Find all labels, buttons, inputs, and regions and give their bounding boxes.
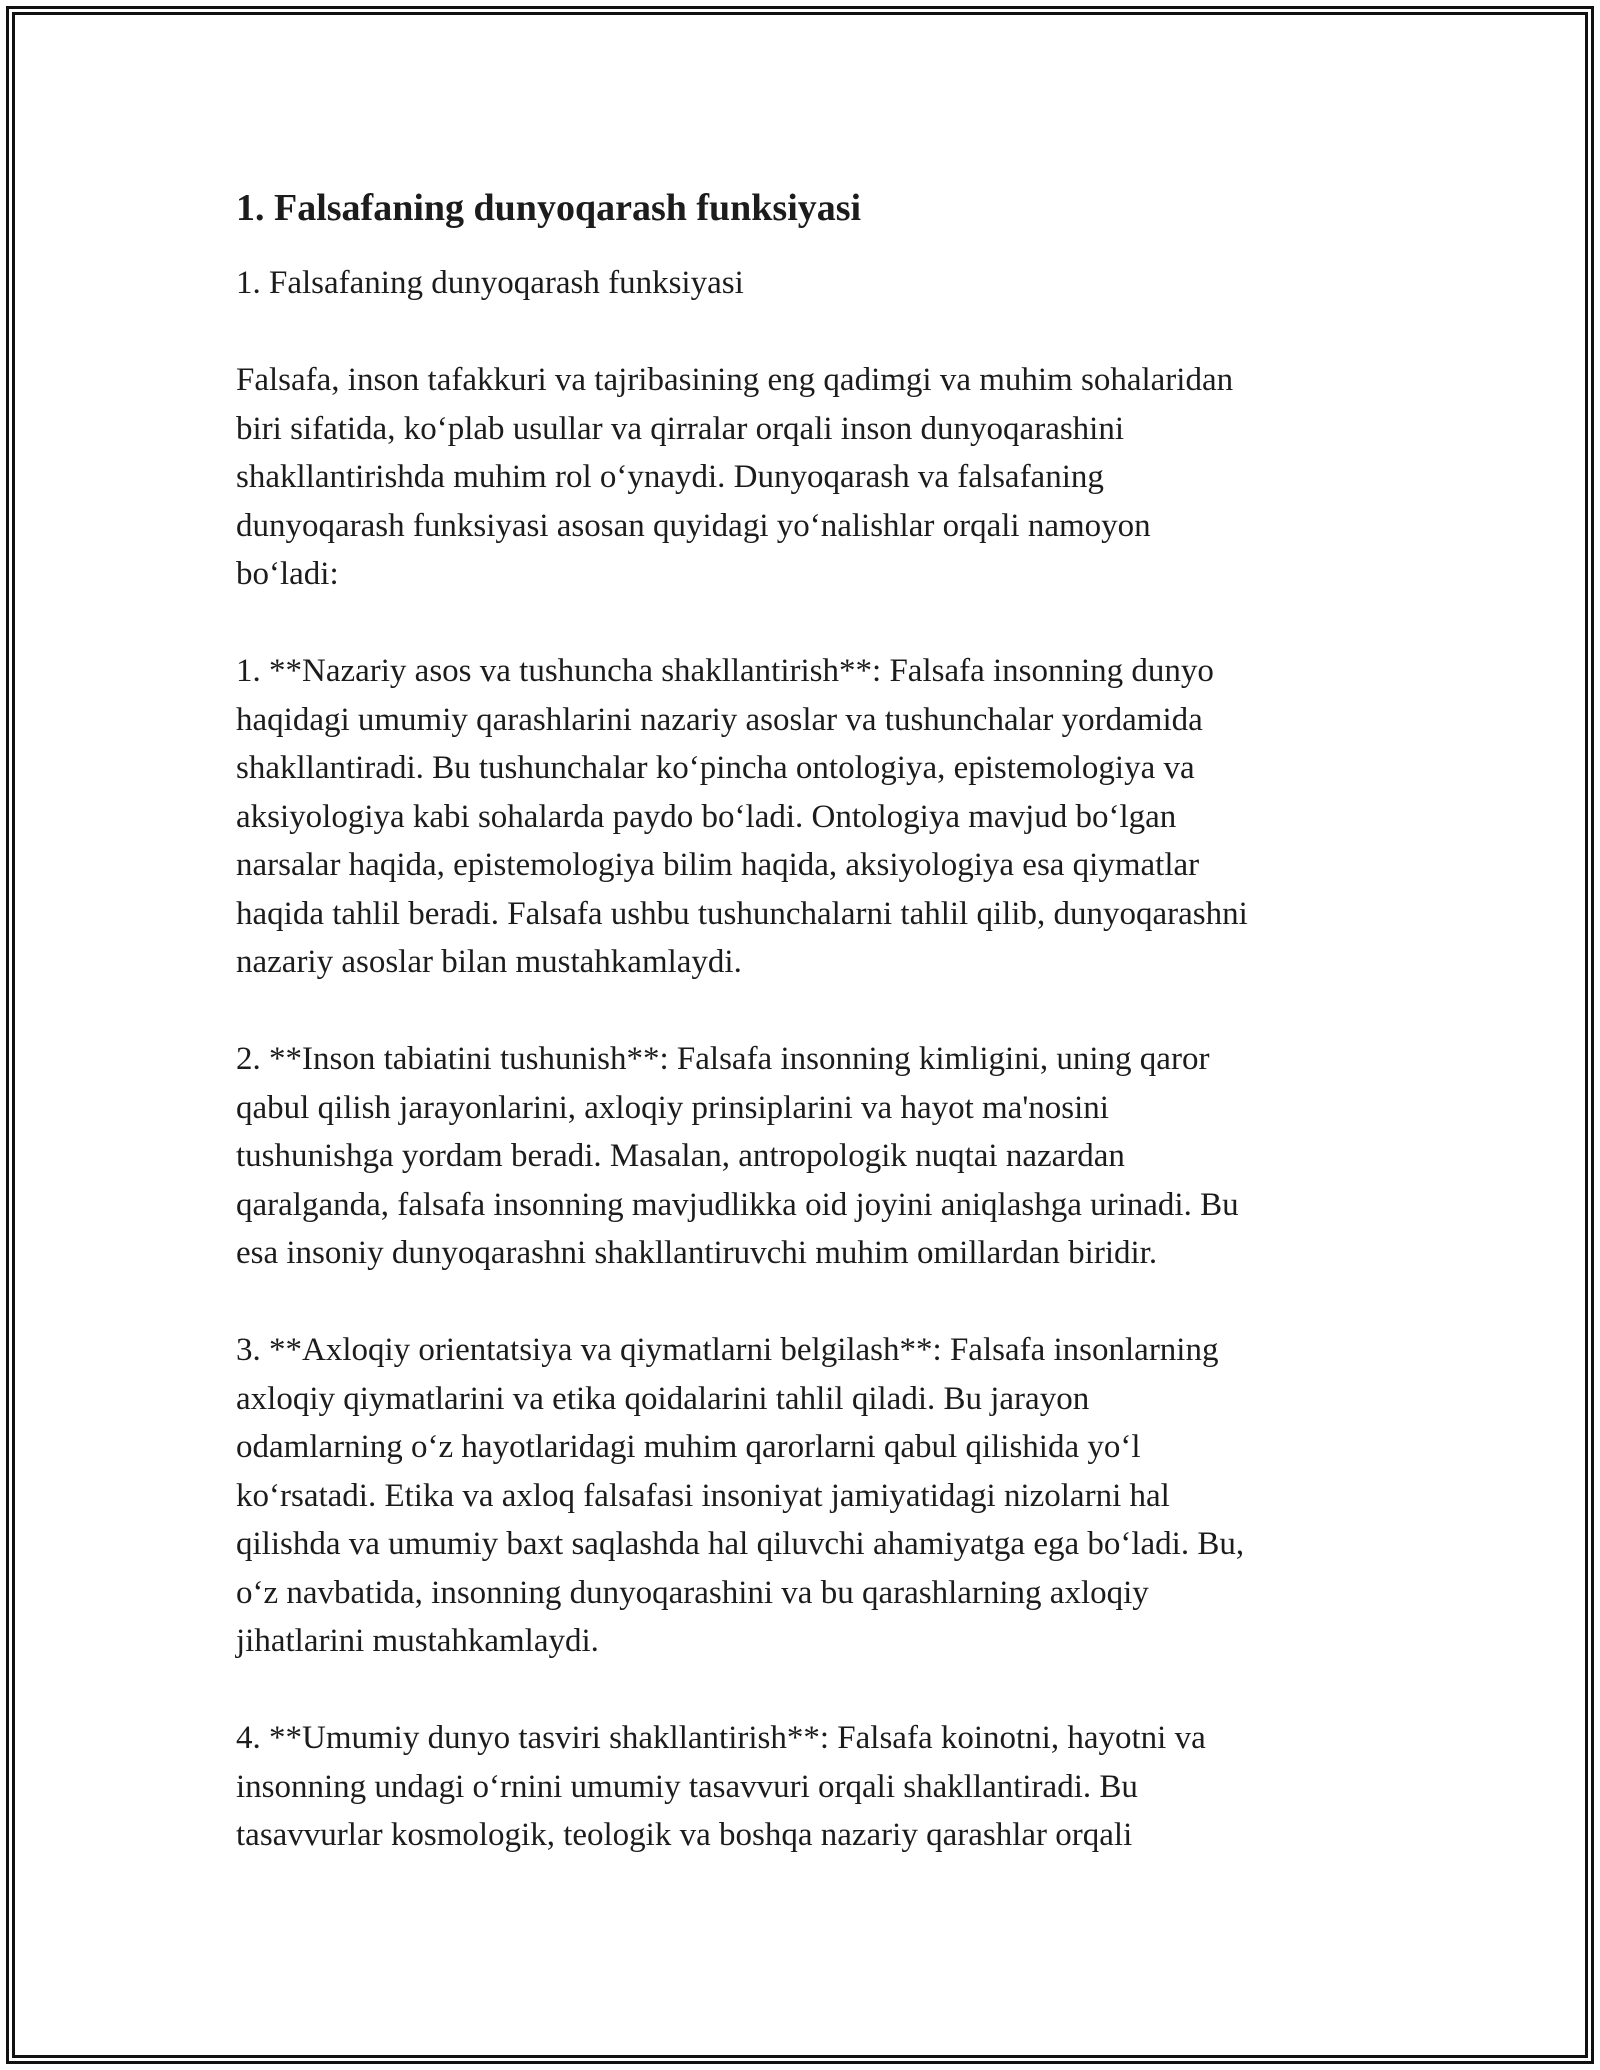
paragraph-point-1: 1. **Nazariy asos va tushuncha shakllantirish**: Falsafa insonning dunyo haqidagi umumiy qarashlarini nazariy asoslar va tushunchalar yordamida shakllantiradi. Bu tushunchalar ko‘pincha ontologiya, epistemologiya va aksiyologiya kabi sohalarda paydo bo‘ladi. Ontologiya mavjud bo‘lgan narsalar haqida, epistemologiya bilim haqida, aksiyologiya esa qiymatlar haqida tahlil beradi. Falsafa ushbu tushunchalarni tahlil qilib, dunyoqarashni nazariy asoslar bilan mustahkamlaydi.: [236, 653, 1248, 980]
paragraph-point-4: 4. **Umumiy dunyo tasviri shakllantirish**: Falsafa koinotni, hayotni va insonning undagi o‘rnini umumiy tasavvuri orqali shakllantiradi. Bu tasavvurlar kosmologik, teologik va boshqa nazariy qarashlar orqali: [236, 1720, 1206, 1853]
document-body: [236, 185, 1376, 1860]
paragraph-subtitle: 1. Falsafaning dunyoqarash funksiyasi: [236, 265, 744, 301]
paragraph-intro: Falsafa, inson tafakkuri va tajribasining eng qadimgi va muhim sohalaridan biri sifatida, ko‘plab usullar va qirralar orqali inson dunyoqarashini shakllantirishda muhim rol o‘ynaydi. Dunyoqarash va falsafaning dunyoqarash funksiyasi asosan quyidagi yo‘nalishlar orqali namoyon bo‘ladi:: [236, 362, 1234, 592]
page-title: 1. Falsafaning dunyoqarash funksiyasi: [236, 187, 862, 229]
paragraph-point-3: 3. **Axloqiy orientatsiya va qiymatlarni belgilash**: Falsafa insonlarning axloqiy qiymatlarini va etika qoidalarini tahlil qiladi. Bu jarayon odamlarning o‘z hayotlaridagi muhim qarorlarni qabul qilishida yo‘l ko‘rsatadi. Etika va axloq falsafasi insoniyat jamiyatidagi nizolarni hal qilishda va umumiy baxt saqlashda hal qiluvchi ahamiyatga ega bo‘ladi. Bu, o‘z navbatida, insonning dunyoqarashini va bu qarashlarning axloqiy jihatlarini mustahkamlaydi.: [236, 1332, 1245, 1659]
paragraph-point-2: 2. **Inson tabiatini tushunish**: Falsafa insonning kimligini, uning qaror qabul qilish jarayonlarini, axloqiy prinsiplarini va hayot ma'nosini tushunishga yordam beradi. Masalan, antropologik nuqtai nazardan qaralganda, falsafa insonning mavjudlikka oid joyini aniqlashga urinadi. Bu esa insoniy dunyoqarashni shakllantiruvchi muhim omillardan biridir.: [236, 1041, 1239, 1271]
